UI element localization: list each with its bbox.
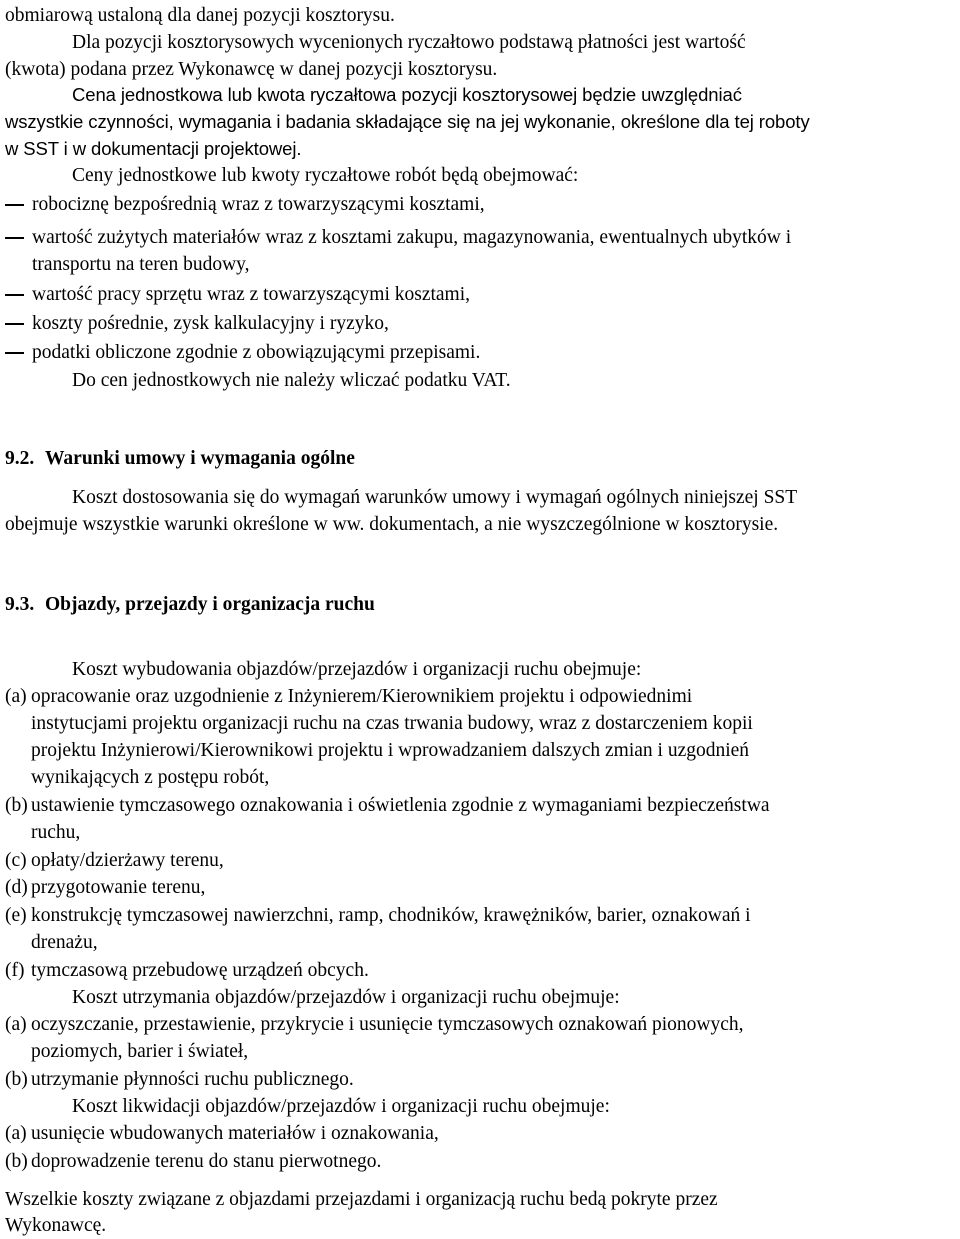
text-line: obejmuje wszystkie warunki określone w ww. dokumentach, a nie wyszczególnione w kosztorysie. [5,514,779,535]
item-label: (f) [5,960,25,981]
text-line: (kwota) podana przez Wykonawcę w danej pozycji kosztorysu. [5,59,498,80]
section-number: 9.3. [5,594,35,615]
item-text: drenażu, [31,932,98,953]
dash-bullet-icon [5,237,24,239]
text-line: Ceny jednostkowe lub kwoty ryczałtowe robót będą obejmować: [72,165,579,186]
text-line: w SST i w dokumentacji projektowej. [5,138,302,159]
item-text: ustawienie tymczasowego oznakowania i oświetlenia zgodnie z wymaganiami bezpieczeństwa [31,795,770,816]
list-item-text: podatki obliczone zgodnie z obowiązującymi przepisami. [32,342,481,363]
item-text: utrzymanie płynności ruchu publicznego. [31,1069,354,1090]
item-text: opłaty/dzierżawy terenu, [31,850,224,871]
item-label: (b) [5,795,28,816]
section-heading-9-2 [5,445,355,472]
text-line: Koszt wybudowania objazdów/przejazdów i organizacji ruchu obejmuje: [72,659,642,680]
item-text: opracowanie oraz uzgodnienie z Inżynierem/Kierownikiem projektu i odpowiednimi [31,686,693,707]
text-line: Cena jednostkowa lub kwota ryczałtowa pozycji kosztorysowej będzie uwzględniać [72,84,742,105]
list-item-text: wartość zużytych materiałów wraz z kosztami zakupu, magazynowania, ewentualnych ubytków i [32,227,792,248]
item-label: (a) [5,686,27,707]
dash-bullet-icon [5,323,24,325]
dash-bullet-icon [5,294,24,296]
text-line: Koszt utrzymania objazdów/przejazdów i organizacji ruchu obejmuje: [72,987,620,1008]
list-item-text: robociznę bezpośrednią wraz z towarzyszącymi kosztami, [32,194,485,215]
dash-bullet-icon [5,352,24,354]
item-text: przygotowanie terenu, [31,877,206,898]
dash-bullet-icon [5,204,24,206]
item-label: (c) [5,850,27,871]
section-heading-9-3 [5,591,375,618]
text-line: Koszt dostosowania się do wymagań warunków umowy i wymagań ogólnych niniejszej SST [72,487,798,508]
text-line: obmiarową ustaloną dla danej pozycji kosztorysu. [5,5,395,26]
text-line: Dla pozycji kosztorysowych wycenionych ryczałtowo podstawą płatności jest wartość [72,32,746,53]
section-title: Warunki umowy i wymagania ogólne [45,448,355,469]
item-text: tymczasową przebudowę urządzeń obcych. [31,960,369,981]
list-item-text: wartość pracy sprzętu wraz z towarzyszącymi kosztami, [32,284,471,305]
list-item-text: koszty pośrednie, zysk kalkulacyjny i ryzyko, [32,313,389,334]
item-text: instytucjami projektu organizacji ruchu na czas trwania budowy, wraz z dostarczeniem kopii [31,713,753,734]
item-text: usunięcie wbudowanych materiałów i oznakowania, [31,1123,439,1144]
item-text: konstrukcję tymczasowej nawierzchni, ramp, chodników, krawężników, barier, oznakowań i [31,905,751,926]
vat-note: Do cen jednostkowych nie należy wliczać podatku VAT. [72,370,511,391]
section-title: Objazdy, przejazdy i organizacja ruchu [45,594,375,615]
item-text: projektu Inżynierowi/Kierownikowi projektu i wprowadzaniem dalszych zmian i uzgodnień [31,740,750,761]
item-text: poziomych, barier i świateł, [31,1041,249,1062]
list-item-continuation: transportu na teren budowy, [32,254,250,275]
item-text: ruchu, [31,822,81,843]
item-label: (b) [5,1151,28,1172]
item-text: wynikających z postępu robót, [31,767,270,788]
item-label: (e) [5,905,27,926]
text-line: Wykonawcę. [5,1215,107,1236]
section-number: 9.2. [5,448,35,469]
item-label: (d) [5,877,28,898]
text-line: Wszelkie koszty związane z objazdami przejazdami i organizacją ruchu bedą pokryte przez [5,1189,718,1210]
item-text: oczyszczanie, przestawienie, przykrycie i usunięcie tymczasowych oznakowań pionowych, [31,1014,744,1035]
item-label: (a) [5,1123,27,1144]
text-line: Koszt likwidacji objazdów/przejazdów i organizacji ruchu obejmuje: [72,1096,610,1117]
text-line: wszystkie czynności, wymagania i badania składające się na jej wykonanie, określone dla tej roboty [5,111,810,132]
item-text: doprowadzenie terenu do stanu pierwotnego. [31,1151,382,1172]
item-label: (b) [5,1069,28,1090]
item-label: (a) [5,1014,27,1035]
